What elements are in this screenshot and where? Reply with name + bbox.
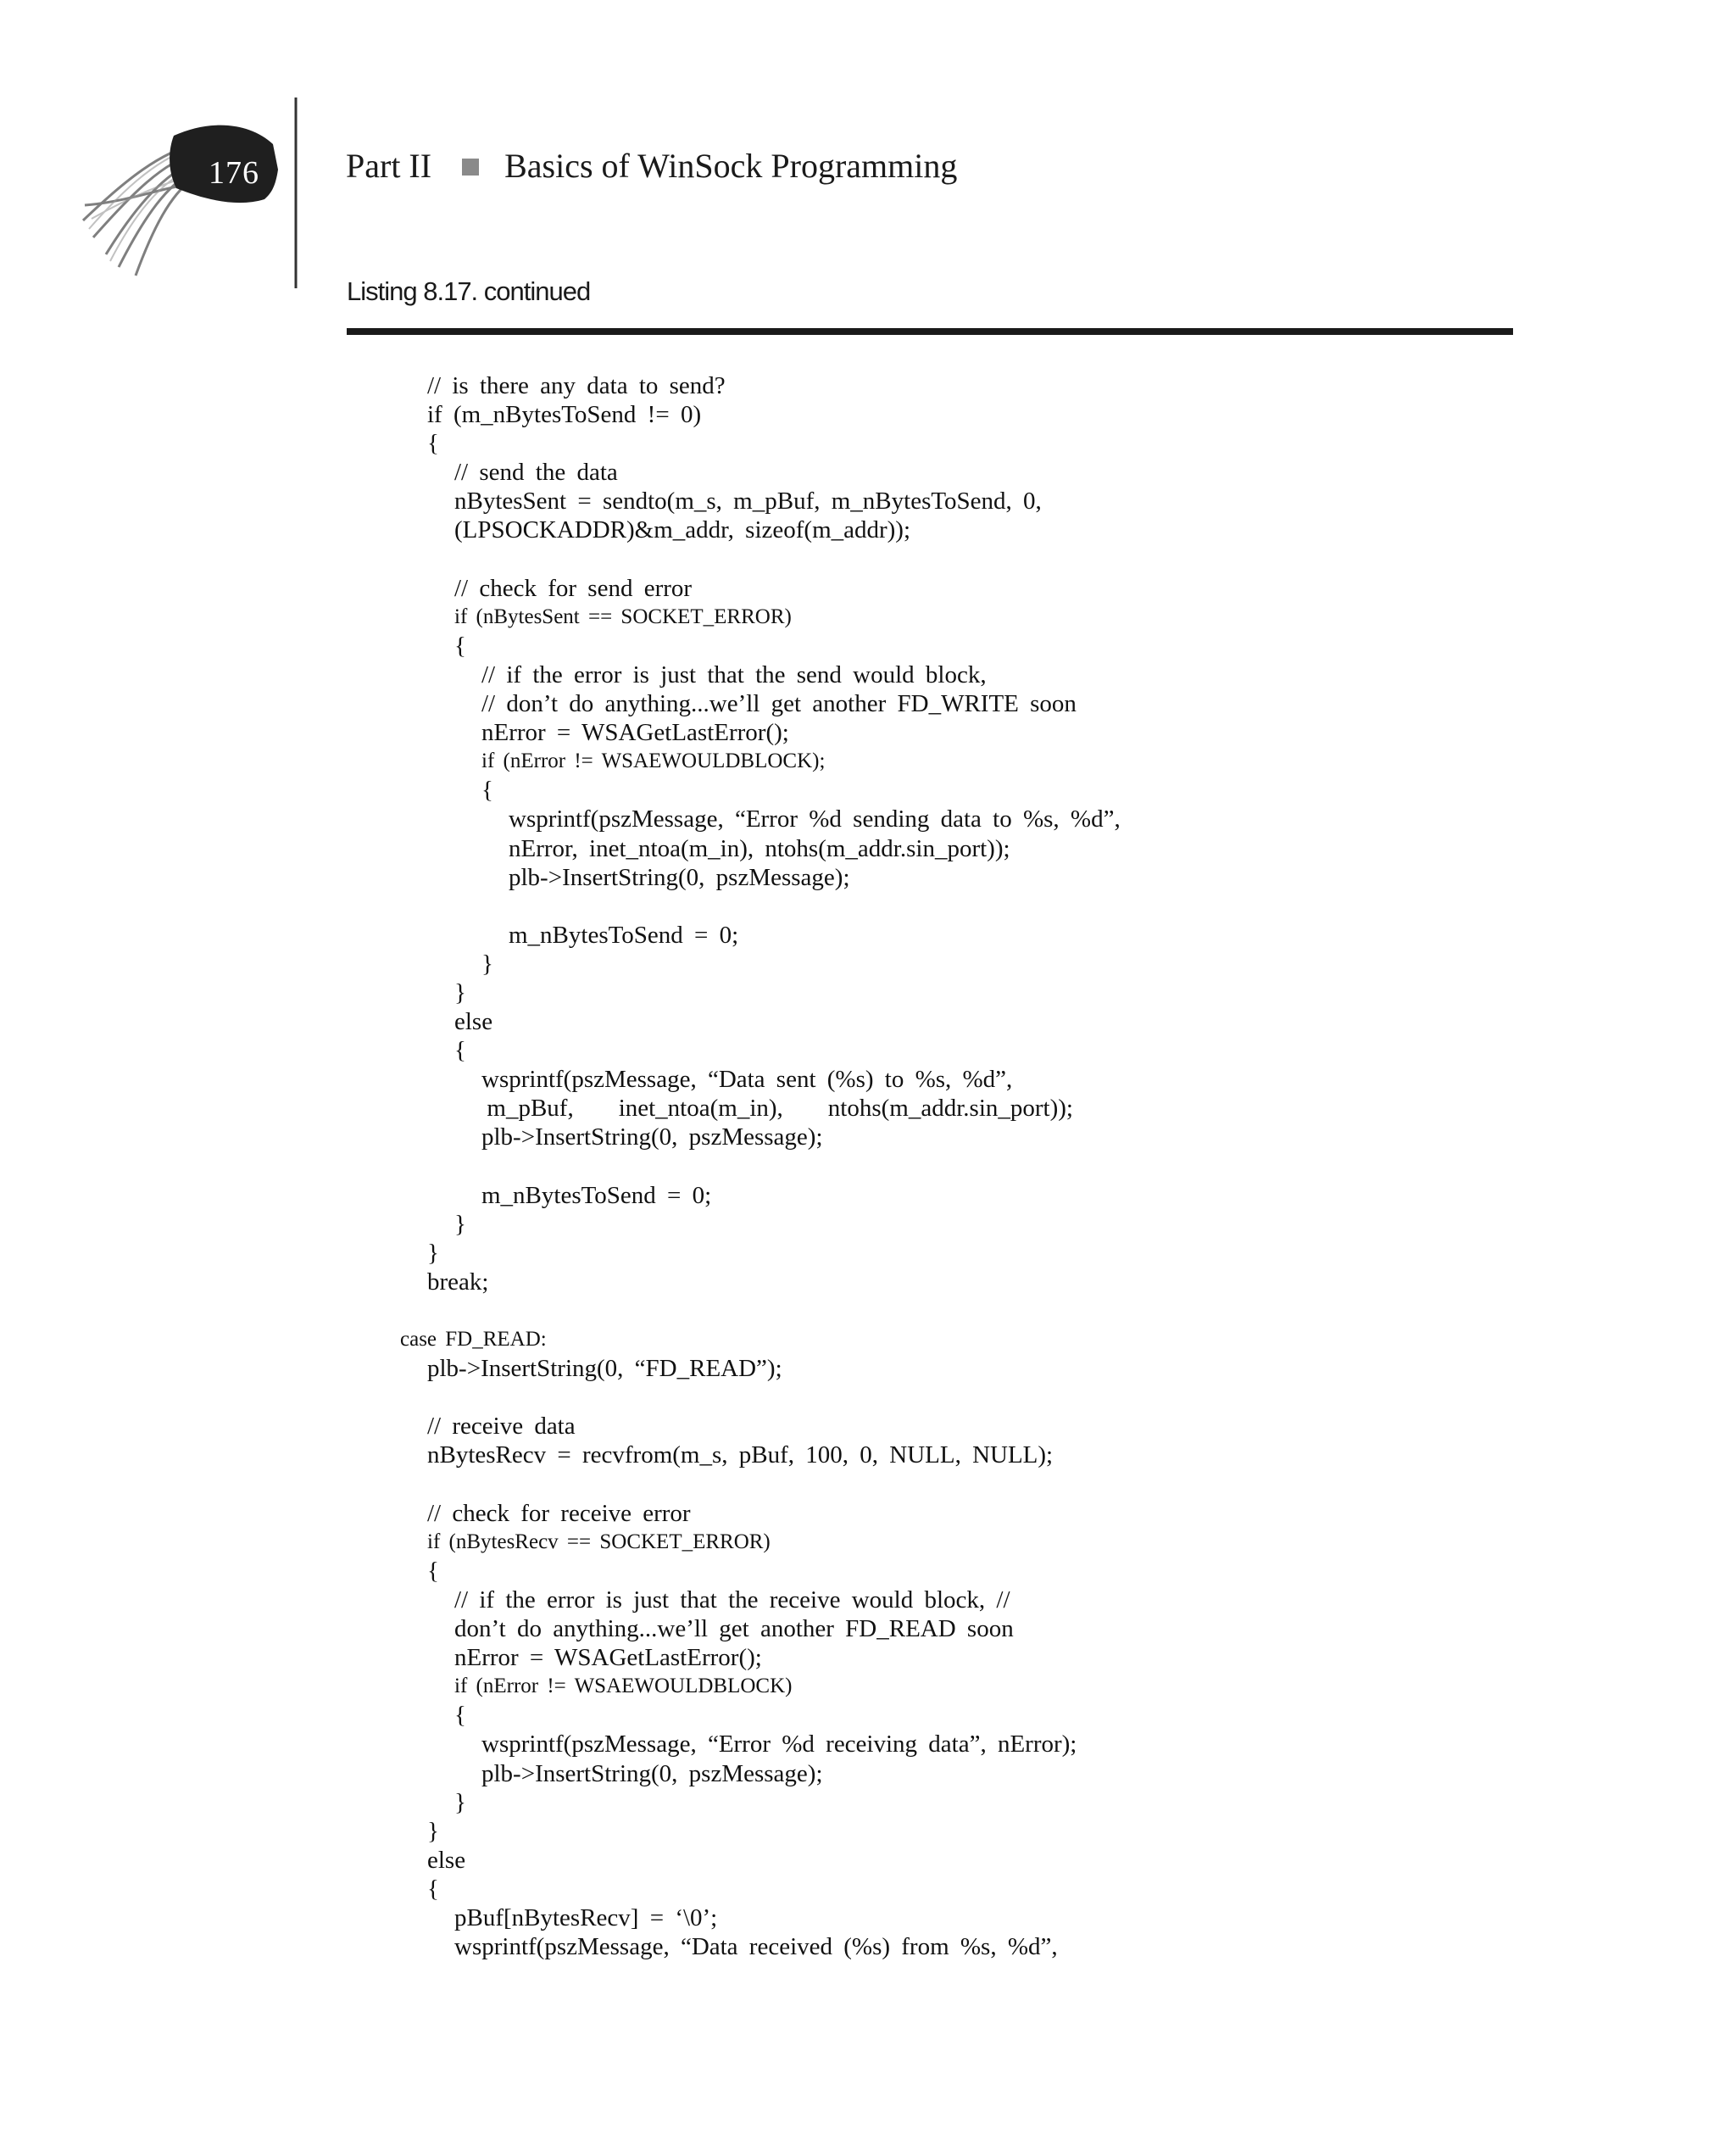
code-line: { <box>454 1037 466 1065</box>
code-line: // send the data <box>454 459 618 487</box>
code-line: don’t do anything...we’ll get another FD_READ soon <box>454 1615 1014 1643</box>
code-line: nBytesSent = sendto(m_s, m_pBuf, m_nBytesToSend, 0, <box>454 488 1042 516</box>
code-line: // check for send error <box>454 574 693 602</box>
code-line: plb->InsertString(0, pszMessage); <box>509 863 850 891</box>
code-line: nBytesRecv = recvfrom(m_s, pBuf, 100, 0, NULL, NULL); <box>427 1441 1054 1469</box>
code-line: // check for receive error <box>427 1499 691 1527</box>
code-line: // if the error is just that the send would block, <box>481 660 987 688</box>
page-header <box>68 93 1000 297</box>
code-line: } <box>427 1239 439 1267</box>
code-line: m_pBuf, inet_ntoa(m_in), ntohs(m_addr.sin_port)); <box>487 1095 1073 1123</box>
code-line: { <box>481 777 493 805</box>
code-line: // receive data <box>427 1413 576 1441</box>
code-line: { <box>454 1702 466 1730</box>
code-line: } <box>427 1817 439 1845</box>
code-line: case FD_READ: <box>400 1328 547 1352</box>
code-line: else <box>427 1846 466 1874</box>
code-line: pBuf[nBytesRecv] = ‘\0’; <box>454 1903 718 1931</box>
code-line: { <box>427 1557 439 1585</box>
code-line: if (m_nBytesToSend != 0) <box>427 401 702 429</box>
code-line: } <box>454 1788 466 1816</box>
listing-caption: Listing 8.17. continued <box>347 276 591 306</box>
code-listing <box>0 371 1736 1961</box>
code-line: wsprintf(pszMessage, “Data received (%s) from %s, %d”, <box>454 1933 1058 1961</box>
code-line: { <box>427 430 439 458</box>
code-line: m_nBytesToSend = 0; <box>481 1181 712 1209</box>
code-line <box>0 892 1736 921</box>
thumb-index-logo <box>68 93 322 297</box>
part-label: Part II <box>346 147 432 185</box>
code-line: break; <box>427 1268 489 1296</box>
code-line: (LPSOCKADDR)&m_addr, sizeof(m_addr)); <box>454 516 911 544</box>
code-line <box>0 1470 1736 1499</box>
code-line: wsprintf(pszMessage, “Error %d sending data to %s, %d”, <box>509 805 1121 833</box>
code-line: else <box>454 1008 493 1036</box>
code-line: plb->InsertString(0, pszMessage); <box>481 1759 823 1787</box>
caption-rule <box>347 328 1513 335</box>
running-header <box>346 146 957 186</box>
code-line: nError, inet_ntoa(m_in), ntohs(m_addr.sin_port)); <box>509 834 1010 862</box>
code-line: // if the error is just that the receive would block, // <box>454 1586 1010 1613</box>
code-line: // don’t do anything...we’ll get another FD_WRITE soon <box>481 690 1077 718</box>
code-line: plb->InsertString(0, “FD_READ”); <box>427 1355 782 1383</box>
code-line <box>0 1296 1736 1325</box>
code-line: // is there any data to send? <box>427 372 726 399</box>
code-line: } <box>454 1210 466 1238</box>
code-line: wsprintf(pszMessage, “Error %d receiving data”, nError); <box>481 1731 1077 1758</box>
code-line: m_nBytesToSend = 0; <box>509 921 739 949</box>
code-line: nError = WSAGetLastError(); <box>481 719 789 747</box>
code-line: wsprintf(pszMessage, “Data sent (%s) to %s, %d”, <box>481 1066 1013 1094</box>
code-line: if (nBytesSent == SOCKET_ERROR) <box>454 605 792 628</box>
code-line: } <box>481 950 493 978</box>
code-line: if (nError != WSAEWOULDBLOCK); <box>481 750 826 773</box>
code-line <box>0 1383 1736 1412</box>
code-line: if (nBytesRecv == SOCKET_ERROR) <box>427 1530 771 1553</box>
page-number: 176 <box>209 155 259 191</box>
code-line: if (nError != WSAEWOULDBLOCK) <box>454 1675 793 1698</box>
square-bullet-icon <box>462 159 479 176</box>
code-line: plb->InsertString(0, pszMessage); <box>481 1123 823 1151</box>
code-line: { <box>427 1875 439 1903</box>
code-line <box>0 545 1736 574</box>
code-line <box>0 1152 1736 1181</box>
code-line: } <box>454 978 466 1006</box>
chapter-title: Basics of WinSock Programming <box>504 147 958 185</box>
code-line: nError = WSAGetLastError(); <box>454 1644 762 1672</box>
code-line: { <box>454 632 466 660</box>
